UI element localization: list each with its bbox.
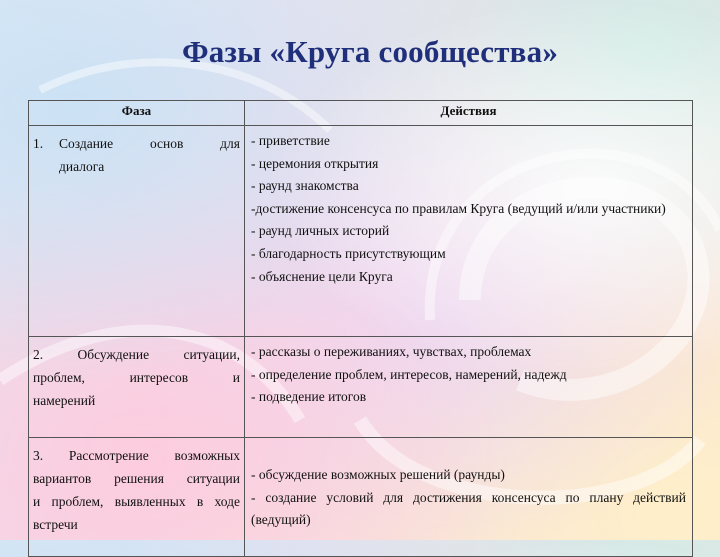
phase-cell bbox=[29, 126, 245, 337]
action-item: - приветствие bbox=[251, 133, 330, 148]
phase-text-line: и проблем, выявленных в ходе bbox=[33, 494, 240, 509]
table-row bbox=[29, 126, 693, 337]
phase-text-line: Создание основ для bbox=[59, 136, 240, 151]
phase-text-line: 2. Обсуждение ситуации, bbox=[33, 347, 240, 362]
phase-text-line: диалога bbox=[59, 159, 105, 174]
phase-number: 1. bbox=[33, 136, 44, 151]
action-item: - определение проблем, интересов, намерений, надежд bbox=[251, 366, 567, 382]
phase-text-line: 3. Рассмотрение возможных bbox=[33, 448, 240, 463]
action-item: - благодарность присутствующим bbox=[251, 245, 446, 261]
actions-cell bbox=[245, 337, 693, 438]
action-item: - подведение итогов bbox=[251, 389, 367, 405]
action-item: - раунд личных историй bbox=[251, 223, 390, 239]
action-item: - обсуждение возможных решений (раунды) bbox=[251, 467, 505, 482]
table-header-row bbox=[29, 101, 693, 126]
actions-cell bbox=[245, 438, 693, 557]
action-item: -достижение консенсуса по правилам Круга (ведущий и/или участники) bbox=[251, 200, 666, 216]
page-title: Фазы «Круга сообщества» bbox=[181, 34, 559, 69]
phases-table bbox=[28, 100, 693, 557]
action-item: - церемония открытия bbox=[251, 155, 379, 171]
phase-text-line: намерений bbox=[33, 393, 96, 408]
actions-cell bbox=[245, 126, 693, 337]
phase-text-line: встречи bbox=[33, 517, 78, 532]
phase-text-line: проблем, интересов и bbox=[33, 370, 240, 385]
phase-text-line: вариантов решения ситуации bbox=[33, 471, 240, 486]
table-row bbox=[29, 337, 693, 438]
phase-cell bbox=[29, 438, 245, 557]
header-actions: Действия bbox=[245, 101, 693, 126]
table-row bbox=[29, 438, 693, 557]
phase-cell bbox=[29, 337, 245, 438]
action-item: - рассказы о переживаниях, чувствах, проблемах bbox=[251, 344, 532, 359]
action-item: - раунд знакомства bbox=[251, 178, 359, 194]
action-item: - создание условий для достижения консенсуса по плану действий (ведущий) bbox=[251, 489, 686, 528]
header-phase: Фаза bbox=[29, 101, 245, 126]
action-item: - объяснение цели Круга bbox=[251, 268, 393, 284]
